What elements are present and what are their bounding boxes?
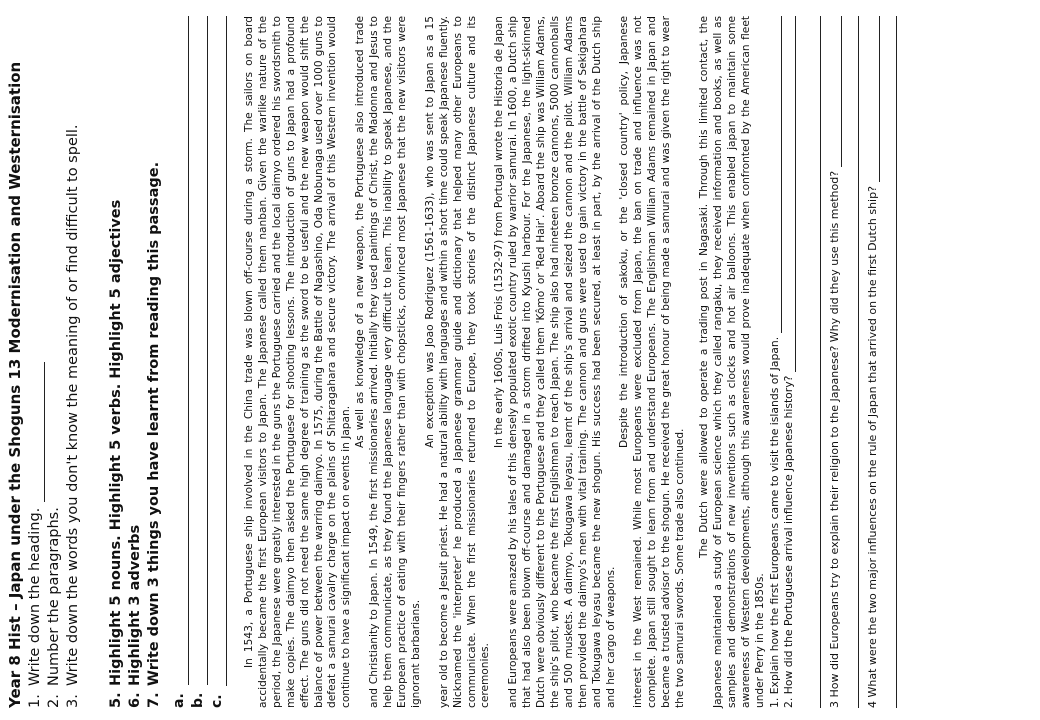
instruction-text: Write down 3 things you have learnt from reading this passage. (146, 161, 162, 686)
paragraph-3: An exception was Joao Rodriguez (1561-1633), who was sent to Japan as a 15 year old to become a Jesuit priest. He had a natural ability with languages and within a short time could speak Japanese fluently. Nicknamed the 'interpreter' he produced a Japanese grammar guide and dictionary that helped many other Europeans to communicate. When the first missionaries returned to Europe, they took stories of the distinct Japanese culture and its ceremonies. (423, 16, 492, 708)
question-text: 3 How did Europeans try to explain their religion to the Japanese? Why did they use this method? (827, 170, 841, 708)
instruction-number: 6. (127, 692, 143, 708)
question-text: 1. Explain how the first Europeans came to visit the islands of Japan. (767, 336, 781, 708)
answer-line[interactable] (193, 16, 208, 685)
answer-label: c. (209, 694, 225, 708)
answer-line[interactable] (212, 16, 227, 686)
question-text: 2. How did the Portuguese arrival influence Japanese history? (781, 375, 795, 708)
answer-rule[interactable] (804, 16, 821, 708)
sub-question-2 (782, 16, 796, 708)
answer-c (208, 16, 227, 708)
worksheet-title: Year 8 Hist – Japan under the Shoguns 13 Modernisation and Westernisation (6, 61, 24, 708)
instruction-number: 1. (27, 694, 43, 708)
answer-line[interactable] (868, 16, 880, 182)
question-text: 4 What were the two major influences on the rule of Japan that arrived on the first Dutch ship? (865, 186, 879, 708)
instruction-2 (45, 16, 64, 708)
sub-question-1 (768, 16, 782, 708)
question-3 (827, 16, 842, 708)
instruction-number: 3. (65, 694, 81, 708)
answer-b (189, 16, 208, 708)
answer-label: b. (190, 692, 206, 708)
paragraph-4: In the early 1600s, Luis Frois (1532-97) from Portugal wrote the Historia de Japan and Europeans were amazed by his tales of this densely populated exotic country ruled by warrior samurai. In 1600, a Dutch ship that had also been blown off-course and damaged in a storm drifted into Kyushi harbour. For the Japanese, the light-skinned Dutch were obviously different to the Portuguese and they called them 'Kômo' or 'Red Hair'. Aboard the ship was William Adams, the ship's pilot, who became the first Englishman to reach Japan. The ship also had nineteen bronze cannons, 5000 cannonballs and 500 muskets. A daimyo, Tokugawa Ieyasu, learnt of the ship's arrival and seized the cannon and the pilot. William Adams then provided the daimyo's men with vital training. The cannon and guns were used to gain victory in the battle of Sekigahara and Tokugawa Ieyasu became the new shogun. His success had been secured, at least in part, by the arrival of the Dutch ship and her cargo of weapons. (493, 16, 617, 708)
instruction-text: Highlight 5 nouns. Highlight 5 verbs. Highlight 5 adjectives (108, 199, 124, 686)
reading-passage (243, 16, 768, 708)
answer-label: a. (171, 693, 187, 708)
instruction-text: Highlight 3 adverbs (127, 524, 143, 686)
instruction-number: 7. (146, 692, 162, 708)
instruction-1 (26, 16, 45, 708)
instruction-text: Write down the words you don't know the meaning of or find difficult to spell. (65, 124, 81, 686)
paragraph-6: The Dutch were allowed to operate a trading post in Nagasaki. Through this limited contact, the Japanese maintained a study of European science which they called rangaku, they received information and books, as well as samples and demonstrations of new inventions such as clocks and hot air balloons. This enabled japan to maintain some awareness of Western developments, although this awareness would prove inadequate when confronted by the American fleet under Perry in the 1850s. (698, 16, 766, 708)
instruction-text: Number the paragraphs. (46, 507, 62, 686)
instruction-5 (107, 16, 126, 708)
instruction-number: 2. (46, 694, 62, 708)
instructions-group-b (107, 16, 164, 708)
instruction-7 (145, 16, 164, 708)
question-4 (865, 16, 880, 708)
answer-line[interactable] (830, 16, 842, 167)
instructions-group-a (26, 16, 83, 708)
answer-line[interactable] (784, 16, 796, 372)
instruction-text: Write down the heading. (27, 507, 43, 686)
answer-a (170, 16, 189, 708)
answer-rule[interactable] (880, 16, 897, 708)
answer-rule[interactable] (842, 16, 859, 708)
paragraph-1: In 1543, a Portuguese ship involved in the China trade was blown off-course during a storm. The sailors on board accidentally became the first European visitors to Japan. The Japanese called them nanban. Given the warlike nature of the period, the Japanese were greatly interested in the guns the Portuguese carried and the local daimyo ordered his swordsmith to make copies. The daimyo then asked the Portuguese for shooting lessons. The introduction of guns to Japan had a profound effect. The guns did not need the same high degree of training as the sword to be useful and the new weapon would shift the balance of power between the warring daimyo. In 1575, during the Battle of Nagashino, Oda Nobunaga used over 1000 guns to defeat a samurai cavalry charge on the plains of Shitaragahara and secure victory. The arrival of this Western invention would continue to have a significant impact on events in Japan. (243, 16, 353, 708)
answer-line[interactable] (770, 16, 782, 333)
instruction-3 (64, 16, 83, 708)
answer-line[interactable] (30, 362, 45, 502)
answer-line[interactable] (174, 16, 189, 685)
paragraph-5: Despite the introduction of sakoku, or the 'closed country' policy, Japanese interest in the West remained. While most Europeans were excluded from Japan, the ban on trade and influence was not complete. Japan still sought to learn from and understand Europeans. The Englishman William Adams remained in Japan and became a trusted advisor to the shogun. He received the great honour of being made a samurai and was given the right to wear the two samurai swords. Some trade also continued. (618, 16, 687, 708)
instruction-number: 5. (108, 692, 124, 708)
instruction-6 (126, 16, 145, 708)
paragraph-2: As well as knowledge of a new weapon, the Portuguese also introduced trade and Christianity to Japan. In 1549, the first missionaries arrived. Initially they used paintings of Christ, the Madonna and Jesus to help them communicate, as they found the Japanese language very difficult to learn. This inability to speak Japanese, and the European practice of eating with their fingers rather than with chopsticks, convinced most Japanese that the new visitors were ignorant barbarians. (354, 16, 422, 708)
